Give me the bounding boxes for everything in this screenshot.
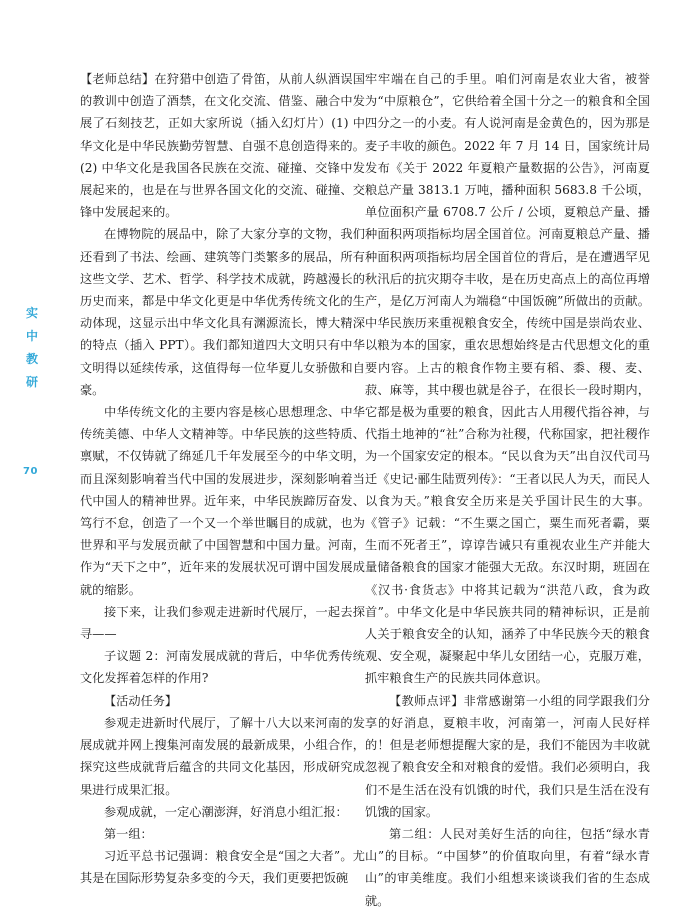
page-sidebar — [0, 0, 60, 916]
left-column — [80, 68, 365, 890]
paragraph: 【老师总结】在狩猎中创造了骨笛，从前人纵酒误国的教训中创造了酒禁，在文化交流、借鉴、融合中发展了石刻技艺，正如大家所说（插入幻灯片）(1) 中华文化是中华民族勤劳智慧、自强不息创造得来的。(2) 中华文化是我国各民族在交流、碰撞、交锋中发展起来的，也是在与世界各国文化的交流、碰撞、交锋中发展起来的。 — [80, 72, 365, 220]
paragraph: 参观走进新时代展厅，了解十八大以来河南的发展成就并网上搜集河南发展的最新成果，小组合作，探究这些成就背后蕴含的共同文化基因，形成研究成果进行成果汇报。 — [80, 715, 365, 797]
paragraph: 【教师点评】非常感谢第一小组的同学跟我们分享的好消息，夏粮丰收，河南第一，河南人民好样的！但是老师想提醒大家的是，我们不能因为丰收就忽视了粮食安全和对粮食的爱惜。我们必须明白，我们不是生活在没有饥饿的时代，我们只是生活在没有饥饿的国家。 — [365, 693, 650, 819]
page-number: 70 — [23, 466, 38, 477]
paragraph: 习近平总书记强调：粮食安全是“国之大者”。尤其是在国际形势复杂多变的今天，我们更要把饭碗 — [80, 849, 365, 886]
paragraph: 中华传统文化的主要内容是核心思想理念、中华传统美德、中华人文精神等。中华民族的这些特质、禀赋，不仅铸就了绵延几千年发展至今的中华文明，而且深刻影响着当代中国的发展进步，深刻影响着当代中国人的精神世界。近年来，中华民族蹄厉奋发、笃行不怠，创造了一个又一个举世瞩目的成就，也为世界和平与发展贡献了中国智慧和中国力量。河南，作为“天下之中”，近年来的发展状况可谓中国发展成就的缩影。 — [80, 405, 365, 597]
sub-topic-heading: 子议题 2：河南发展成就的背后，中华优秀传统文化发挥着怎样的作用? — [80, 649, 365, 686]
paragraph: 牢牢端在自己的手里。咱们河南是农业大省，被誉为“中原粮仓”，它供给着全国十分之一的粮食和全国四分之一的小麦。有人说河南是金黄色的，因为那是麦子丰收的颜色。2022 年 7 月 14 日，国家统计局发布《关于 2022 年夏粮产量数据的公告》，河南夏粮总产量 3813.1 万吨，播种面积 5683.8 千公顷，单位面积产量 6708.7 公斤 / 公顷，夏粮总产量、播种面积两项指标均居全国首位。河南夏粮总产量、播种面积两项指标均居全国首位的背后，是在遭遇罕见秋汛后的抗灾期夺丰收，是在历史高点上的高位再增产，是亿万河南人为端稳“中国饭碗”所做出的贡献。中华民族历来重视粮食安全，传统中国是崇尚农业、以粮为本的国家，重农思想始终是古代思想文化的重要内容。上古的粮食作物主要有稻、黍、稷、麦、菽、麻等，其中稷也就是谷子，在很长一段时期内，它都是极为重要的粮食，因此古人用稷代指谷神，与代指土地神的“社”合称为社稷，代称国家，把社稷作为一个国家安定的根本。“民以食为天”出自汉代司马迁《史记·郦生陆贾列传》：“王者以民人为天，而民人以食为天。”粮食安全历来是关乎国计民生的大事。《管子》记载：“不生粟之国亡，粟生而死者霸，粟生而不死者王”，谆谆告诫只有重视农业生产并能大量储备粮食的国家才能强大无敌。东汉时期，班固在《汉书·食货志》中将其记载为“洪范八政，食为政首”。中华文化是中华民族共同的精神标识，正是前人关于粮食安全的认知，涵养了中华民族今天的粮食观、安全观，凝聚起中华儿女团结一心，克服万难，抓牢粮食生产的民族共同体意识。 — [365, 72, 650, 686]
right-column — [365, 68, 650, 912]
journal-title: 实 中 教 研 — [26, 306, 39, 389]
section-label: 【活动任务】 — [104, 693, 178, 708]
paragraph: 在博物院的展品中，除了大家分享的文物，我们还看到了书法、绘画、建筑等门类繁多的展品，所有这些文学、艺术、哲学、科学技术成就，跨越漫长的历史而来，都是中华文化更是中华优秀传统文化的生动体现，这显示出中华文化具有渊源流长，博大精深的特点（插入 PPT）。我们都知道四大文明只有中华文明得以延续传承，这值得每一位华夏儿女骄傲和自豪。 — [80, 227, 365, 397]
paragraph: 参观成就，一定心潮澎湃，好消息小组汇报： — [104, 804, 348, 819]
paragraph: 接下来，让我们参观走进新时代展厅，一起去探寻—— — [80, 604, 365, 642]
group-label: 第一组： — [104, 826, 153, 841]
paragraph: 第二组：人民对美好生活的向往，包括“绿水青山”的目标。“中国梦”的价值取向里，有着“绿水青山”的审美维度。我们小组想来谈谈我们省的生态成就。 — [365, 826, 650, 908]
